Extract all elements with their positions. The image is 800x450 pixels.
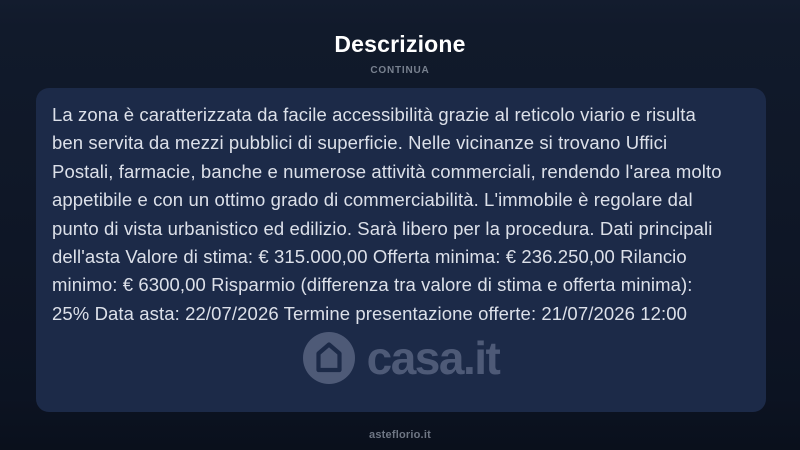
footer-site-label: asteflorio.it	[369, 429, 431, 441]
description-line: 25% Data asta: 22/07/2026 Termine presentazione offerte: 21/07/2026 12:00	[52, 302, 688, 324]
casa-it-logo	[52, 332, 750, 384]
description-line: appetibile e con un ottimo grado di commerciabilità. L'immobile è regolare dal	[52, 189, 693, 211]
description-line: La zona è caratterizzata da facile accessibilità grazie al reticolo viario e risulta	[52, 104, 696, 125]
description-line: minimo: € 6300,00 Risparmio (differenza tra valore di stima e offerta minima):	[52, 274, 693, 296]
page-title: Descrizione	[334, 31, 466, 57]
house-in-circle-icon	[303, 332, 355, 384]
description-card	[36, 88, 766, 412]
description-line: dell'asta Valore di stima: € 315.000,00 Offerta minima: € 236.250,00 Rilancio	[52, 246, 687, 268]
description-line: punto di vista urbanistico ed edilizio. Sarà libero per la procedura. Dati principali	[52, 217, 713, 239]
description-line: Postali, farmacie, banche e numerose attività commerciali, rendendo l'area molto	[52, 160, 722, 182]
description-line: ben servita da mezzi pubblici di superficie. Nelle vicinanze si trovano Uffici	[52, 132, 668, 154]
logo-wordmark: casa.it	[366, 332, 500, 385]
description-text	[52, 101, 750, 328]
continua-label: CONTINUA	[370, 65, 430, 76]
